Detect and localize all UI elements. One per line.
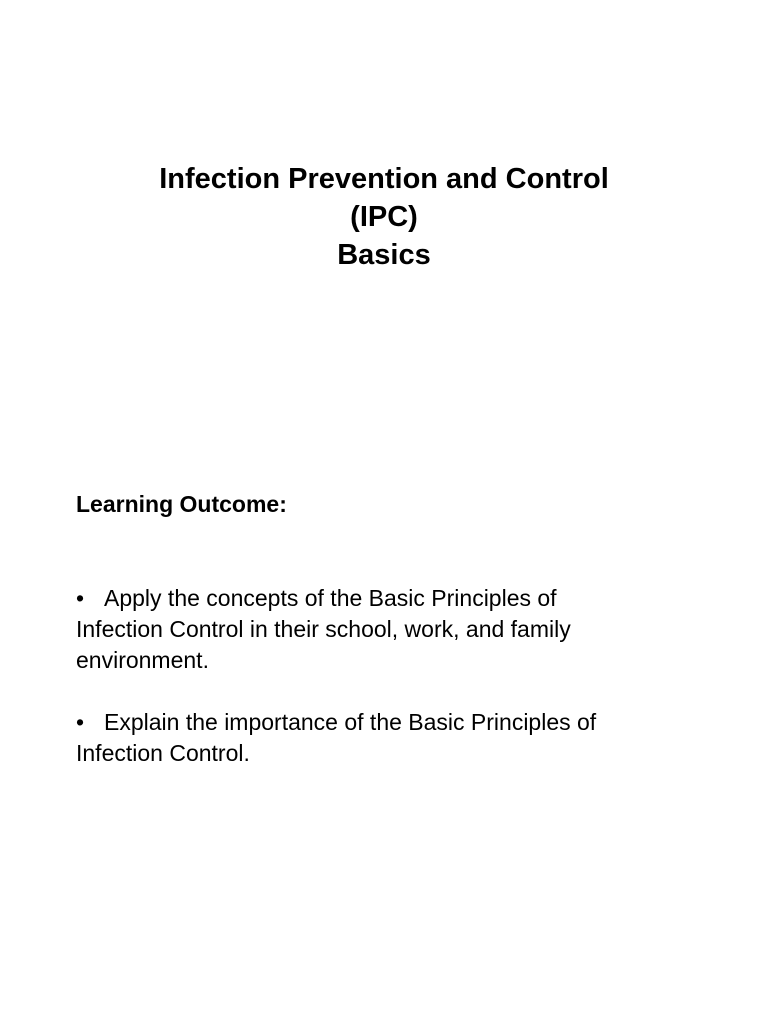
title-line-2: (IPC) <box>350 201 418 233</box>
learning-outcome-heading: Learning Outcome: <box>76 491 287 517</box>
page-title <box>0 160 768 274</box>
bullet-icon: • <box>76 709 85 735</box>
list-item <box>76 583 646 676</box>
list-item <box>76 707 646 769</box>
title-line-3: Basics <box>337 239 431 271</box>
title-line-1: Infection Prevention and Control <box>159 163 609 195</box>
list-item-text: Explain the importance of the Basic Principles of Infection Control. <box>76 709 597 766</box>
learning-outcome-list <box>76 583 646 800</box>
list-item-text: Apply the concepts of the Basic Principles of Infection Control in their school, work, and family environment. <box>76 585 571 673</box>
bullet-icon: • <box>76 585 85 611</box>
